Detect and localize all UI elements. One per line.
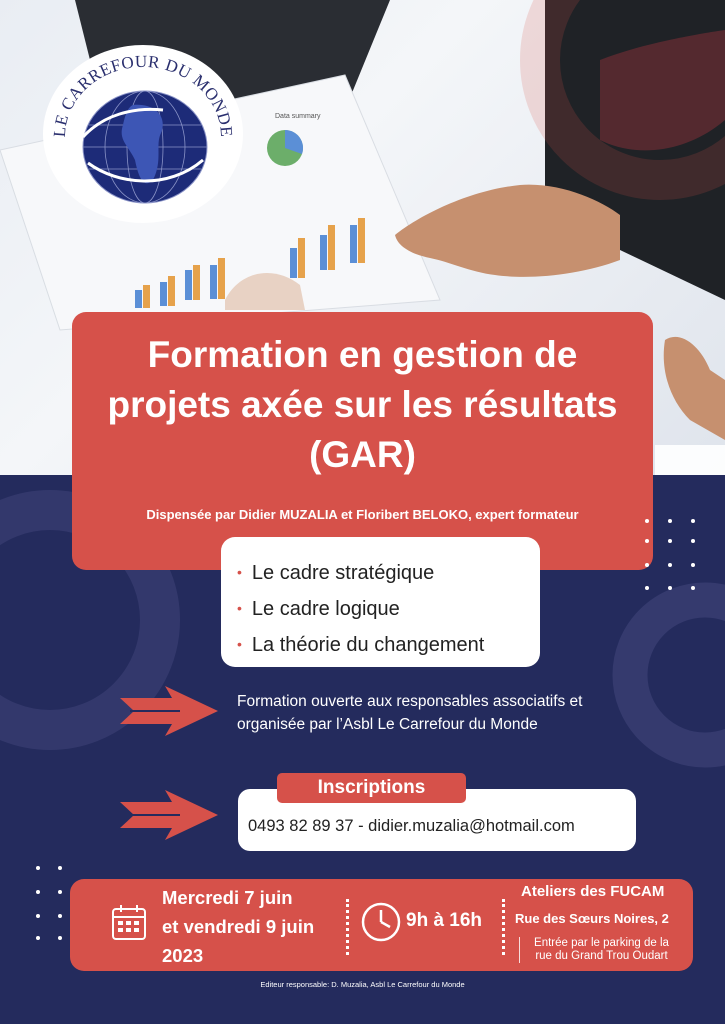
event-info-banner xyxy=(70,879,693,971)
clock-icon xyxy=(360,901,402,943)
event-time: 9h à 16h xyxy=(406,910,483,931)
title-banner xyxy=(72,312,653,570)
divider xyxy=(502,899,505,955)
event-dates xyxy=(162,883,314,970)
topics-list xyxy=(221,537,540,667)
venue-access-note xyxy=(519,937,683,963)
arrow-icon xyxy=(120,686,220,736)
title-line-1: Formation en gestion de xyxy=(147,334,578,375)
topic-text: La théorie du changement xyxy=(251,634,485,656)
topic-text: Le cadre logique xyxy=(251,598,400,620)
venue-street: Rue des Sœurs Noires, 2 xyxy=(515,911,669,926)
bullet-icon: • xyxy=(237,636,242,652)
chart-caption: Data summary xyxy=(275,113,321,120)
page-title xyxy=(72,330,653,480)
bullet-icon: • xyxy=(237,564,242,580)
venue-name: Ateliers des FUCAM xyxy=(521,883,665,900)
trainers-subtitle: Dispensée par Didier MUZALIA et Floribert BELOKO, expert formateur xyxy=(146,507,579,522)
contact-text[interactable]: 0493 82 89 37 - didier.muzalia@hotmail.com xyxy=(248,817,575,835)
audience-text xyxy=(237,690,657,736)
dot-grid-decoration xyxy=(640,515,710,595)
date-line-3: 2023 xyxy=(162,945,204,966)
calendar-icon xyxy=(110,903,150,943)
date-line-1: Mercredi 7 juin xyxy=(162,887,293,908)
audience-line-1: Formation ouverte aux responsables associatifs et xyxy=(237,693,583,710)
title-line-2: projets axée sur les résultats xyxy=(107,384,618,425)
logo-carrefour-du-monde xyxy=(43,45,243,223)
date-line-2: et vendredi 9 juin xyxy=(162,916,315,937)
arrow-icon xyxy=(120,790,220,840)
bullet-icon: • xyxy=(237,600,242,616)
inscriptions-label: Inscriptions xyxy=(277,773,466,803)
divider xyxy=(346,899,349,955)
list-item xyxy=(237,591,540,627)
list-item xyxy=(237,555,540,591)
publisher-footer: Editeur responsable: D. Muzalia, Asbl Le Carrefour du Monde xyxy=(260,980,465,989)
access-note-line-2: rue du Grand Trou Oudart xyxy=(535,950,668,962)
audience-line-2: organisée par l’Asbl Le Carrefour du Monde xyxy=(237,716,538,733)
access-note-line-1: Entrée par le parking de la xyxy=(534,937,669,949)
globe-icon xyxy=(43,45,243,223)
title-line-3: (GAR) xyxy=(309,434,416,475)
logo-text: LE CARREFOUR DU MONDE xyxy=(49,51,237,138)
dot-grid-decoration xyxy=(30,860,70,950)
list-item xyxy=(237,627,540,663)
topic-text: Le cadre stratégique xyxy=(251,562,435,584)
